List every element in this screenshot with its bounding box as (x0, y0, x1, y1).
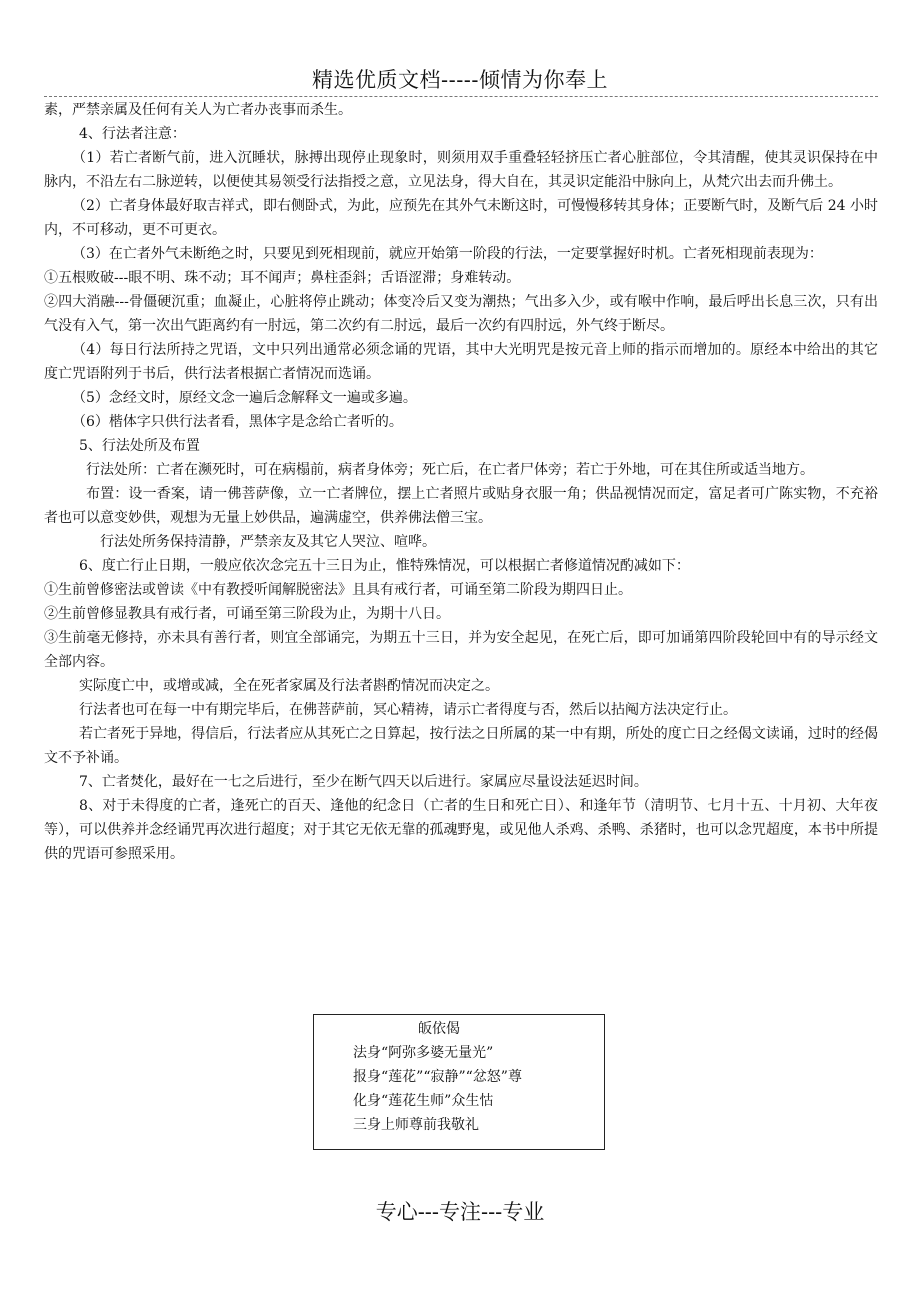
section-heading: 8、对于未得度的亡者，逢死亡的百天、逢他的纪念日（亡者的生日和死亡日）、和逢年节（清明节、七月十五、十月初、大年夜等），可以供养并念经诵咒再次进行超度；对于其它无依无靠的孤魂野鬼，或见他人杀鸡、杀鸭、杀猪时，也可以念咒超度，本书中所提供的咒语可参照采用。 (44, 798, 878, 862)
section-heading: 4、行法者注意： (79, 126, 186, 142)
paragraph: （1）若亡者断气前，进入沉睡状，脉搏出现停止现象时，则须用双手重叠轻轻挤压亡者心脏部位，令其清醒，使其灵识保持在中脉内，不沿左右二脉逆转，以便使其易领受行法指授之意，立见法身，得大自在，其灵识定能沿中脉向上，从梵穴出去而升佛土。 (44, 150, 878, 190)
list-item: ②四大消融---骨僵硬沉重；血凝止，心脏将停止跳动；体变冷后又变为潮热；气出多入少，或有喉中作响，最后呼出长息三次，只有出气没有入气，第一次出气距离约有一肘远，第二次约有二肘远，最后一次约有四肘远，外气终于断尽。 (44, 294, 878, 334)
paragraph: （2）亡者身体最好取吉祥式，即右侧卧式，为此，应预先在其外气未断这时，可慢慢移转其身体；正要断气时，及断气后 24 小时内，不可移动，更不可更衣。 (44, 198, 878, 238)
section-heading: 6、度亡行止日期，一般应依次念完五十三日为止，惟特殊情况，可以根据亡者修道情况酌减如下： (79, 558, 690, 574)
verse-line: 三身上师尊前我敬礼 (353, 1117, 479, 1133)
refuge-verse-box (313, 1014, 605, 1150)
list-item: ③生前毫无修持，亦未具有善行者，则宜全部诵完，为期五十三日，并为安全起见，在死亡后，即可加诵第四阶段轮回中有的导示经文全部内容。 (44, 630, 878, 670)
list-item: ②生前曾修显教具有戒行者，可诵至第三阶段为止，为期十八日。 (44, 606, 450, 622)
paragraph: 布置：设一香案，请一佛菩萨像，立一亡者牌位，摆上亡者照片或贴身衣服一角；供品视情况而定，富足者可广陈实物，不充裕者也可以意变妙供，观想为无量上妙供品，遍满虚空，供养佛法僧三宝。 (44, 486, 878, 526)
paragraph: （4）每日行法所持之咒语，文中只列出通常必须念诵的咒语，其中大光明咒是按元音上师的指示而增加的。原经本中给出的其它度亡咒语附列于书后，供行法者根据亡者情况而选诵。 (44, 342, 878, 382)
paragraph: （5）念经文时，原经文念一遍后念解释文一遍或多遍。 (72, 390, 417, 406)
page-footer: 专心---专注---专业 (375, 1200, 545, 1224)
list-item: ①生前曾修密法或曾读《中有教授听闻解脱密法》且具有戒行者，可诵至第二阶段为期四日止。 (44, 582, 632, 598)
document-body (44, 98, 878, 866)
paragraph: 素，严禁亲属及任何有关人为亡者办丧事而杀生。 (44, 102, 352, 118)
header-divider (44, 96, 878, 97)
paragraph: 行法者也可在每一中有期完毕后，在佛菩萨前，冥心精祷，请示亡者得度与否，然后以拈阄方法决定行止。 (79, 702, 737, 718)
paragraph: 实际度亡中，或增或减，全在死者家属及行法者斟酌情况而决定之。 (79, 678, 499, 694)
verse-title: 皈依偈 (418, 1021, 460, 1037)
section-heading: 5、行法处所及布置 (79, 438, 200, 454)
paragraph: （3）在亡者外气未断绝之时，只要见到死相现前，就应开始第一阶段的行法，一定要掌握好时机。亡者死相现前表现为： (72, 246, 823, 262)
paragraph: 若亡者死于异地，得信后，行法者应从其死亡之日算起，按行法之日所属的某一中有期，所处的度亡日之经偈文读诵，过时的经偈文不予补诵。 (44, 726, 878, 766)
verse-line: 法身“阿弥多婆无量光” (353, 1045, 494, 1061)
verse-line: 化身“莲花生师”众生怙 (353, 1093, 494, 1109)
paragraph: 行法处所：亡者在濒死时，可在病榻前，病者身体旁；死亡后，在亡者尸体旁；若亡于外地，可在其住所或适当地方。 (86, 462, 814, 478)
paragraph: （6）楷体字只供行法者看，黑体字是念给亡者听的。 (72, 414, 403, 430)
page-header: 精选优质文档-----倾情为你奉上 (312, 68, 608, 92)
verse-line: 报身“莲花”“寂静”“忿怒”尊 (353, 1069, 522, 1085)
list-item: ①五根败破---眼不明、珠不动；耳不闻声；鼻柱歪斜；舌语涩滞；身难转动。 (44, 270, 521, 286)
paragraph: 行法处所务保持清静，严禁亲友及其它人哭泣、喧哗。 (100, 534, 436, 550)
section-heading: 7、亡者焚化，最好在一七之后进行，至少在断气四天以后进行。家属应尽量设法延迟时间。 (79, 774, 648, 790)
